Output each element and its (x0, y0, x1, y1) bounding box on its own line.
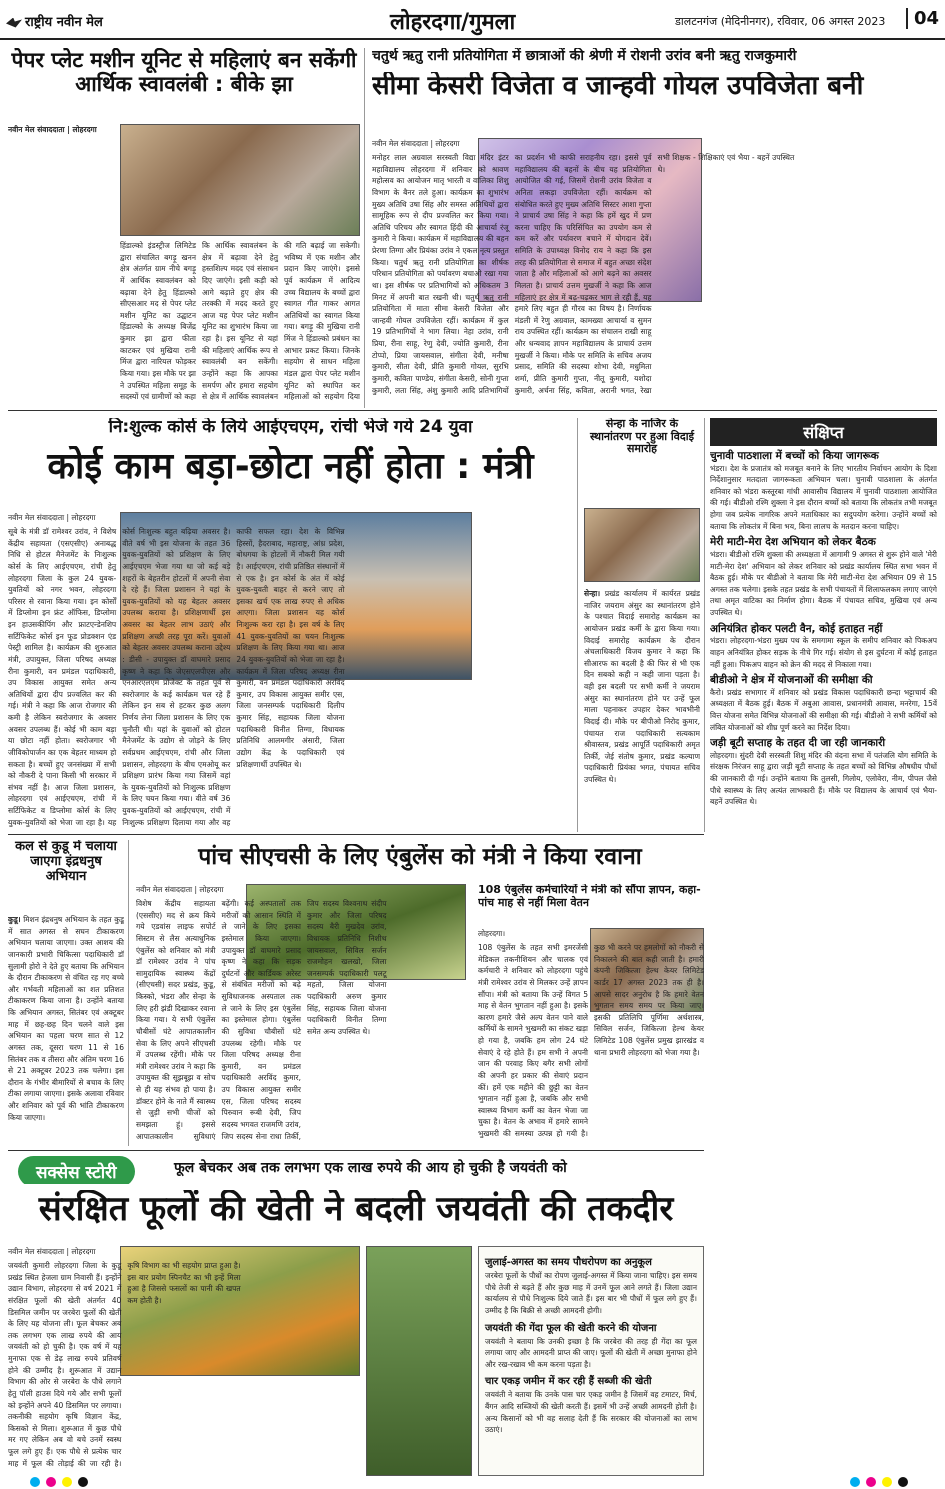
brief-heading: जड़ी बूटी सप्ताह के तहत दी जा रही जानकारी (710, 737, 886, 750)
story5-body: मिशन इंद्रधनुष अभियान के तहत कुडू में सात अगस्त से सघन टीकाकरण अभियान चलाया जाएगा। उक्त आशय की जानकारी प्रभारी चिकित्सा पदाधिकारी डॉ सुलामी होरो ने देते हुए बताया कि अभियान के दौरान टीकाकरण से वंचित रह गए बच्चे और गर्भवती महिलाओं का शत प्रतिशत टीकाकरण किया जाना है। उन्होंने बताया कि अभियान अगस्त, सितंबर एवं अक्टूबर माह में छह-छह दिन चलने वाले इस अभियान का पहला चरण सात से 12 अगस्त तक, दूसरा चरण 11 से 16 सितंबर तक व तीसरा और अंतिम चरण 16 से 21 अक्टूबर 2023 तक चलेगा। इस दौरान के गंभीर बीमारियों से बचाव के लिए टीका लगाया जाएगा। इसके अलावा रविवार और शनिवार को पूर्व की भांति टीकाकरण किया जाएगा। (8, 915, 124, 1122)
story8-byline: नवीन मेल संवाददाता | लोहरदगा (8, 1247, 96, 1256)
story4-body: प्रखंड कार्यालय में कार्यरत प्रखंड नाजिर जयराम अंसुर का स्थानांतरण होने के पश्चात विदाई समारोह कार्यक्रम का आयोजन प्रखंड कर्मी के द्वारा किया गया। विदाई समारोह कार्यक्रम के दौरान अंचलाधिकारी विजय कुमार ने कहा कि सीआरफ का बदली है की फिर से भी एक दिन सबको कही न कही जाना पड़ता है। वही इस बदली पर सभी कर्मी ने जयराम अंसुर का स्थानांतरण होने पर उन्हें फूल माला पहनाकर उपहार देकर भावभीनी विदाई दी। मौके पर बीपीओ निरोद कुमार, पंचायत राज पदाधिकारी सत्यकाम श्रीवास्तव, प्रखंड आपूर्ति पदाधिकारी अमृत तिर्की, जेई संतोष कुमार, प्रखंड कल्याण पदाधिकारी प्रियंका भगत, पंचायत सचिव उपस्थित थे। (584, 589, 700, 784)
inset-body: जयवंती ने बताया कि उनकी इच्छा है कि जरबेरा की तरह ही गेंदा का फूल लगाया जाए और आमदनी प्राप्त की जाए। फूलों की खेती में अच्छा मुनाफा होने और रख-रखाव भी कम करना पड़ता है। (485, 1336, 697, 1369)
story8-side-photo (366, 1246, 472, 1476)
story8-headline: संरक्षित फूलों की खेती ने बदली जयवंती की तकदीर (38, 1190, 674, 1229)
brief-body: भंडरा। बीडीओ रश्मि शुक्ला की अध्यक्षता में आगामी 9 अगस्त से शुरू होने वाले 'मेरी माटी-मेरा देश' अभियान को लेकर शनिवार को प्रखंड कार्यालय स्थित सभा भवन में बैठक हुई। मौके पर बीडीओ ने बताया कि मेरी माटी-मेरा देश अभियान 09 से 15 अगस्त तक चलेगा। इसके तहत प्रखंड के सभी पंचायतों में शिलाफलकम लगाए जाएंगे तथा अमृत वाटिका का निर्माण होगा। बैठक में पंचायत सचिव, मुखिया एवं अन्य उपस्थित थे। (710, 549, 937, 618)
registration-dot (882, 1477, 892, 1487)
page-number: 04 (906, 8, 939, 29)
registration-dot (62, 1477, 72, 1487)
inset-heading: जुलाई-अगस्त का समय पौधरोपण का अनुकूल (485, 1257, 652, 1268)
registration-dot (30, 1477, 40, 1487)
story1-body: हिंडाल्को इंडस्ट्रीज लिमिटेड द्वारा संचालित बगड़ू खनन क्षेत्र अंतर्गत ग्राम नीचे बगड़ू में आर्थिक स्वावलंबन को बढ़ावा देने हेतु हिंडाल्को सीएसआर मद से पेपर प्लेट मशीन यूनिट का उद्घाटन हिंडाल्को के अध्यक्ष बिजेंद्र कुमार झा द्वारा फीता काटकर एवं मुखिया रानी मिंज द्वारा नारियल फोड़कर किया गया। इस मौके पर झा ने उपस्थित महिला समूह के सदस्यों एवं ग्रामीणों को कहा कि आर्थिक स्वावलंबन के क्षेत्र में बढ़ावा देने हेतु हस्तशिल्प मदद एवं संसाधन दिए जाएंगे। इसी कड़ी को आगे बढ़ाते हुए क्षेत्र की तरक्की में मदद करते हुए आज यह पेपर प्लेट मशीन यूनिट का शुभारंभ किया जा रहा है। इस यूनिट से यहां की महिलाएं आर्थिक रूप से स्वावलंबी बन सकेंगी। उन्होंने कहा कि आपका समर्पण और हमारा सहयोग से क्षेत्र में आर्थिक स्वावलंबन की गति बढ़ाई जा सकेगी। भविष्य में एक मशीन और प्रदान किए जाएंगे। इससे पूर्व कार्यक्रम में आदित्य उच्च विद्यालय के बच्चों द्वारा स्वागत गीत गाकर आगत अतिथियों का स्वागत किया गया। बगड़ू की मुखिया रानी मिंज ने हिंडाल्को प्रबंधन का आभार प्रकट किया। जिनके सहयोग से साधन महिला मंडल द्वारा पेपर प्लेट मशीन यूनिट को स्थापित कर महिलाओं को सहयोग दिया (120, 241, 360, 402)
section-rule (8, 1150, 704, 1151)
story4-headline: सेन्हा के नाजिर के स्थानांतरण पर हुआ विदाई समारोह (590, 418, 694, 456)
story6-byline: नवीन मेल संवाददाता | लोहरदगा (136, 885, 224, 894)
story8-inset-box (478, 1246, 704, 1476)
print-registration-marks (0, 1475, 945, 1489)
story2-byline: नवीन मेल संवाददाता | लोहरदगा (372, 139, 460, 148)
brief-body: कैरो। प्रखंड सभागार में शनिवार को प्रखंड विकास पदाधिकारी छन्दा भट्टाचार्य की अध्यक्षता में बैठक हुई। बैठक में अबुआ आवास, प्रधानमंत्री आवास, मनरेगा, 15वें वित्त योजना समेत विभिन्न योजनाओं की समीक्षा की गई। बीडीओ ने सभी कर्मियों को लंबित योजनाओं को शीघ्र पूर्ण करने का निर्देश दिया। (710, 687, 937, 732)
story1-photo (120, 124, 360, 236)
brief-heading: अनियंत्रित होकर पलटी वैन, कोई हताहत नहीं (710, 622, 883, 635)
brand-logo (6, 12, 103, 30)
registration-dot (46, 1477, 56, 1487)
inset-heading: जयवंती की गेंदा फूल की खेती करने की योजना (485, 1322, 657, 1334)
brief-heading: मेरी माटी-मेरा देश अभियान को लेकर बैठक (710, 536, 876, 549)
briefs-title: संक्षिप्त (710, 418, 937, 446)
section-title: लोहरदगा/गुमला (390, 9, 516, 35)
story5-byline: कुडू। (8, 915, 21, 924)
column-divider (577, 418, 578, 832)
story7-body: 108 एंबुलेंस के तहत सभी इमरजेंसी मेडिकल तकनीशियन और चालक एवं कर्मचारी ने शनिवार को लोहरदगा पहुंचे मंत्री रामेश्वर उरांव से मिलकर उन्हें ज्ञापन सौंपा। मंत्री को बताया कि उन्हें विगत 5 माह से वेतन भुगतान नहीं हुआ है। इसके कारण हमारे जैसे अल्प वेतन पाने वाले कर्मियों के सामने भुखमरी का संकट खड़ा हो गया है, जबकि हम लोग 24 घंटे सेवाएं दे रहे होते हैं। हम सभी ने अपनी जान की परवाह किए बगैर सभी लोगों की अपनी हर प्रकार की सेवाएं प्रदान कीं। हमें एक महीने की छुट्टी का वेतन भुगतान नहीं हुआ है, जबकि और सभी स्वास्थ्य विभाग कर्मी का वेतन भेजा जा चुका है। वेतन के अभाव में हमारे सामने भुखमरी की समस्या उत्पन्न हो गयी है। कुछ भी करने पर हमलोगों को नौकरी से निकालने की बात कही जाती है। हमारी कंपनी जिकित्जा हेल्थ केयर लिमिटेड कार्डर 17 अगस्त 2023 तक ही है। आपसे सादर अनुरोध है कि हमारे वेतन भुगतान समय समय पर किया जाए। इसकी प्रतिलिपि पूर्णिमा अर्थशास्त्र, सिविल सर्जन, जिकित्जा हेल्थ केयर लिमिटेड 108 एंबुलेंस प्रमुख झारखंड व थाना प्रभारी लोहरदगा को भेजा गया है। (478, 943, 704, 1138)
story8-banner (8, 1154, 704, 1184)
story7-byline: लोहरदगा। (478, 929, 506, 938)
registration-dot (850, 1477, 860, 1487)
inset-heading: चार एकड़ जमीन में कर रही हैं सब्जी की खेती (485, 1376, 652, 1388)
dateline: डालटनगंज (मेदिनीनगर), रविवार, 06 अगस्त 2023 (675, 15, 886, 28)
story8-body: जयवंती कुमारी लोहरदगा जिला के कुडू प्रखंड स्थित हेजला ग्राम निवासी हैं। इन्होंने उद्यान विभाग, लोहरदगा से वर्ष 2021 में संरक्षित फूलों की खेती अंतर्गत 40 डिसमिल जमीन पर जरबेरा फूलों की खेती के लिए यह योजना ली। फूल बेचकर अब तक लगभग एक लाख रुपये की आय जयवंती को हो चुकी है। एक वर्ष में यह मुनाफा एक से डेढ़ लाख रुपये प्रतिवर्ष होने की उम्मीद है। शुरूआत में उद्यान विभाग की ओर से जरबेरा के पौधे लगाने हेतु पॉली हाउस दिये गये और सभी फूलों को इन्होंने अपने 40 डिसमिल पर लगाया। तकनीकी सहयोग कृषि विज्ञान केंद्र, किसको से मिला। शुरूआत में कुछ पौधे मर गए लेकिन अब वो बचे उनमें स्वस्थ फूल लगे हुए हैं। एक पौधे से प्रत्येक चार माह में फूल की तोड़ाई की जा रही है। कृषि विभाग का भी सहयोग प्राप्त हुआ है। इस बार प्रयोग स्पिनचैट का भी इन्हें मिला हुआ है जिससे फसलों का पानी की खपत कम होती है। (8, 1261, 241, 1468)
story3-headline: कोई काम बड़ा-छोटा नहीं होता : मंत्री (47, 446, 534, 487)
brief-body: भंडरा। लोहरदगा-भंडरा मुख्य पथ के समगामा स्कूल के समीप शनिवार को पिकअप वाहन अनियंत्रित होकर सड़क के नीचे गिर गई। संयोग से इस दुर्घटना में कोई हताहत नहीं हुआ। पिकअप वाहन को क्रेन की मदद से निकाला गया। (710, 636, 937, 669)
story6-headline: पांच सीएचसी के लिए एंबुलेंस को मंत्री ने किया रवाना (198, 844, 642, 870)
brief-heading: बीडीओ ने क्षेत्र में योजनाओं की समीक्षा की (710, 674, 873, 687)
registration-dot (866, 1477, 876, 1487)
brief-heading: चुनावी पाठशाला में बच्चों को किया जागरूक (710, 450, 879, 462)
story1-col1 (8, 124, 116, 384)
story4-byline: सेन्हा। (584, 589, 601, 598)
success-story-badge: सक्सेस स्टोरी (18, 1156, 135, 1184)
column-divider (128, 840, 129, 1146)
inset-body: जयवंती ने बताया कि उनके पास चार एकड़ जमीन है जिसमें वह टमाटर, मिर्च, बैंगन आदि सब्जियों की खेती करती हैं। इसमें भी उन्हें अच्छी आमदनी होती है। अन्य किसानों को भी वह सलाह देती हैं कि सरकार की योजनाओं का लाभ उठाएं। (485, 1390, 697, 1435)
story4-text (584, 588, 700, 830)
story5-text (8, 914, 124, 1146)
brand-name: राष्ट्रीय नवीन मेल (25, 15, 103, 30)
story3-kicker: नि:शुल्क कोर्स के लिये आईएचएम, रांची भेजे गये 24 युवा (108, 418, 473, 437)
story2-headline: सीमा केसरी विजेता व जान्हवी गोयल उपविजेता बनी (372, 72, 864, 101)
story1-byline: नवीन मेल संवाददाता | लोहरदगा (8, 125, 97, 134)
section-rule (8, 834, 704, 835)
story3-byline: नवीन मेल संवाददाता | लोहरदगा (8, 513, 96, 522)
story6-body: विशेष केंद्रीय सहायता (एससीए) मद से क्रय किये गये एडवांस लाइफ सपोर्ट सिस्टम से लैस अत्याधुनिक एंबुलेंस को शनिवार को मंत्री डॉ रामेश्वर उरांव ने पांच सामुदायिक स्वास्थ्य केंद्रों (सीएचसी) सदर प्रखंड, कुडू, किस्को, भंडरा और सेन्हा के लिए हरी झंडी दिखाकर रवाना किया गया। ये सभी एंबुलेंस चौबीसों घंटे आपातकालीन सेवा के लिए अपने सीएचसी में उपलब्ध रहेंगी। मौके पर मंत्री रामेश्वर उरांव ने कहा कि उपायुक्त की सूझबूझ व सोच से ही यह संभव हो पाया है। डॉक्टर होने के नाते मैं स्वास्थ्य से जुड़ी सभी चीजों को समझता हूं। इससे आपातकालीन सुविधाएं बढ़ेंगी। कई अस्पतालों तक मरीजों को आसान स्थिति में ले जाने के लिए इसका इस्तेमाल किया जाएगा। उपायुक्त डॉ वाघमारे प्रसाद कृष्ण ने कहा कि सड़क दुर्घटनों और कार्डियक अरेस्ट से संबंधित मरीजों को बढ़े सुविधाजनक अस्पताल तक ले जाने के लिए इस एंबुलेंस का इस्तेमाल होगा। एंबुलेंस की सुविधा चौबीसों घंटे उपलब्ध रहेगी। मौके पर जिला परिषद अध्यक्ष रीना कुमारी, वन प्रमंडल पदाधिकारी अरविंद कुमार, उप विकास आयुक्त समीर एस, जिला परिषद सदस्य पिरुवान रूबी देवी, जिप सदस्य भगवत राजमणि उरांव, जिप सदस्य सेना राधा तिर्की, जिप सदस्य विश्वनाथ संदीप कुमार और जिला परिषद सदस्य बैरी मुखदेव उरांव, विधायक प्रतिनिधि निशीथ जायसवाल, सिविल सर्जन राजमोहन खलखो, जिला जनसम्पर्क पदाधिकारी पलटू महतो, जिला योजना पदाधिकारी अरुण कुमार सिंह, सहायक जिला योजना पदाधिकारी विनीत तिग्गा समेत अन्य उपस्थित थे। (136, 899, 387, 1141)
briefs-column (710, 418, 937, 1480)
masthead (0, 0, 945, 40)
registration-dot (78, 1477, 88, 1487)
story2-body: मनोहर लाल अग्रवाल सरस्वती विद्या मंदिर इंटर महाविद्यालय लोहरदगा में शनिवार को श्रावण महोत्सव का आयोजन मातृ भारती व वालिका शिशु विभाग के बैनर तले हुआ। कार्यक्रम का शुभारंभ मुख्य अतिथि उषा सिंह और समस्त अतिथियों द्वारा सामूहिक रूप से दीप प्रज्वलित कर किया गया। अतिथि परिचय और स्वागत हिंदी की आचार्या रंजू कुमारी ने किया। कार्यक्रम में महाविद्यालय की बहन प्रेरणा तिग्गा और प्रियंका उरांव ने एकल नृत्य प्रस्तुत किया। चतुर्थ ऋतु रानी प्रतियोगिता का शीर्षक परिधान प्रतियोगिता को पर्यावरण बचाओ रखा गया था। इस शीर्षक पर प्रतिभागियों को अधिकतम 3 मिनट में अपनी बात रखनी थी। चतुर्थ ऋतु रानी प्रतियोगिता में माता सीमा केसरी विजेता और जान्हवी गोयल उपविजेता रहीं। कार्यक्रम में कुल 19 प्रतिभागियों ने भाग लिया। नेहा उरांव, रानी प्रिया, रीना साहू, रेणु देवी, ज्योति कुमारी, रीना टोप्पो, प्रिया जायसवाल, संगीता देवी, मनीषा कुमारी, सीता देवी, प्रीति कुमारी गोयल, सुरभि कुमारी, कविता पाण्डेय, संगीता केसरी, सोनी गुप्ता कुमारी, लता सिंह, अंशु कुमारी आदि प्रतिभागियों का प्रदर्शन भी काफी सराहनीय रहा। इससे पूर्व महाविद्यालय की बहनों के बीच यह प्रतियोगिता आयोजित की गई, जिसमें रोशनी उरांव विजेता व अनिता लकड़ा उपविजेता रहीं। कार्यक्रम को संबोधित करते हुए मुख्य अतिथि सिस्टर आशा गुप्ता ने प्राचार्य उषा सिंह ने कहा कि हमें खुद में प्रण करना चाहिए कि परिसिंचित का उपयोग कम से कम करें और पर्यावरण बचाने में योगदान देवें। समिति के उपाध्यक्ष विनोद राय ने कहा कि इस तरह की प्रतियोगिता से समाज में बहुत अच्छा संदेश जाता है और महिलाओं को आगे बढ़ने का अवसर मिलता है। प्राचार्य उत्तम मुखर्जी ने कहा कि आज महिलाएं हर क्षेत्र में बढ़-चढ़कर भाग ले रही हैं, यह हमारे लिए बहुत ही गौरव का विषय है। निर्णायक मंडली में रेणु अग्रवाल, कामख्या आचार्या व सुमन राय उपस्थित रहीं। कार्यक्रम का संचालन राखी साहू और धन्यवाद ज्ञापन महाविद्यालय के प्राचार्य उत्तम मुखर्जी ने किया। मौके पर समिति के सचिव अजय प्रसाद, समिति की सदस्या शोभा देवी, मधुमिता शर्मा, प्रीति कुमारी गुप्ता, नीतू कुमारी, यशोदा कुमारी, अर्चना सिंह, कविता, अरानी भगत, रेखा सभी शिक्षक - शिक्षिकाएं एवं भैया - बहनें उपस्थित थे। (372, 153, 795, 395)
story8-kicker: फूल बेचकर अब तक लगभग एक लाख रुपये की आय हो चुकी है जयवंती को (174, 1160, 567, 1176)
story4-photo (584, 508, 700, 582)
story3-body: सूबे के मंत्री डॉ रामेश्वर उरांव, ने विशेष केंद्रीय सहायता (एसएसीए) अनाबद्ध निधि से होटल मैनेजमेंट के निःशुल्क कोर्स के लिए आईएचएम, रांची हेतु लोहरदगा जिला के कुल 24 युवक-युवतियों को नगर भवन, लोहरदगा परिसर से रवाना किया गया। इन कोर्सों में डिप्लोमा इन फ्रंट ऑफिस, डिप्लोमा इन हाउसकीपिंग और फ्राटएन्डेनशिप सर्टिफिकेट कोर्स इन फूड प्रोडक्शन एंड पेस्ट्री शामिल है। कार्यक्रम की शुरुआत मंत्री, उपायुक्त, जिला परिषद अध्यक्ष रीना कुमारी, वन प्रमंडल पदाधिकारी, उप विकास आयुक्त समेत अन्य अतिथियों द्वारा दीप प्रज्वलित कर की गई। मंत्री ने कहा कि आज रोजगार की कमी है लेकिन स्वरोजगार के अवसर अवसर उपलब्ध हैं। कोई भी काम बड़ा या छोटा नहीं होता। स्वरोजगार भी जीविकोपार्जन का एक बेहतर माध्यम हो सकता है। बच्चों हुए जनसंख्या में सभी को नौकरी दे पाना किसी भी सरकार में संभव नहीं है। आज जिला प्रशासन, लोहरदगा एवं आईएचएम, रांची में सर्टिफिकेट व डिप्लोमा कोर्स के लिए युवक-युवतियों को भेजा जा रहा है। यह कोर्स निःशुल्क बहुत बढ़िया अवसर है। वीते वर्ष भी इस योजना के तहत 36 युवक-युवतियों को प्रशिक्षण के लिए आईएचएम भेजा गया था जो कई बड़े शहरों के बेहतरीन होटलों में अपनी सेवा दे रहे हैं। जिला प्रशासन ने यहां के युवक-युवतियों को यह बेहतर अवसर उपलब्ध कराया है। प्रशिक्षणार्थी इस अवसर का बेहतर लाभ उठाएं और प्रशिक्षण अच्छी तरह पूरा करें। युवाओं को बेहतर अवसर उपलब्ध कराना उद्देश्य : डीसी - उपायुक्त डॉ वाघमारे प्रसाद कृष्ण ने कहा कि जेएसएलपीएस और एनआरएलएम प्रोजेक्ट के तहत पूर्व से स्वरोजगार के कई कार्यक्रम चल रहे हैं लेकिन इन सब से हटकर कुछ अलग निर्णय लेना जिला प्रशासन के लिए एक चुनौती थी। यहां के युवाओं को होटल मैनेजमेंट के उद्योग से जोड़ने के लिए सर्वप्रथम आईएचएम, रांची और जिला प्रशासन, लोहरदगा के बीच एमओयू कर प्रशिक्षण प्रारंभ किया गया जिसमें वहां के युवक-युवतियों को निःशुल्क प्रशिक्षण के लिए चयन किया गया। वीते वर्ष 36 युवक-युवतियों को आईएचएम, रांची में निःशुल्क प्रशिक्षण दिलाया गया और वह काफी सफल रहा। देश के विभिन्न हिस्सों, हैदराबाद, महाराष्ट्र, आंध्र प्रदेश, बोधगया के होटलों में नौकरी मिल गयी है। आईएचएम, रांची प्रतिष्ठित संस्थानों में से एक है। इन कोर्स के अंत में कोई युवक-युवती बाहर से करने जाए तो इसका खर्च एक लाख रुपए से अधिक आएगा। जिला प्रशासन यह कोर्स निःशुल्क करा रहा है। इस वर्ष के लिए 41 युवक-युवतियों का चयन निःशुल्क प्रशिक्षण के लिए किया गया था। आज 24 युवक-युवतियों को भेजा जा रहा है। कार्यक्रम में जिला परिषद अध्यक्ष रीना कुमारी, वन प्रमंडल पदाधिकारी अरविंद कुमार, उप विकास आयुक्त समीर एस, जिला जनसम्पर्क पदाधिकारी दिलीप कुमार सिंह, सहायक जिला योजना पदाधिकारी विनीत तिग्गा, विधायक प्रतिनिधि आलमगीर अंसारी, जिला उद्योग केंद्र के पदाधिकारी एवं प्रशिक्षणार्थी उपस्थित थे। (8, 527, 345, 827)
section-rule (8, 410, 937, 411)
story5-headline: कल से कुडू में चलाया जाएगा इंद्रधनुष अभियान (15, 840, 117, 884)
brief-body: लोहरदगा। सुंदरी देवी सरस्वती शिशु मंदिर की वंदना सभा में पतंजलि योग समिति के संरक्षक निरंजन साहू द्वारा जड़ी बूटी सप्ताह के तहत बच्चों को विभिन्न औषधीय पौधों की जानकारी दी गई। उन्होंने बताया कि तुलसी, गिलोय, एलोवेरा, नीम, पीपल जैसे पौधे स्वास्थ्य के लिए अत्यंत लाभकारी हैं। मौके पर विद्यालय के आचार्य एवं भैया-बहनें उपस्थित थे। (710, 750, 937, 807)
column-divider (364, 48, 365, 408)
story7-headline: 108 एंबुलेंस कर्मचारियों ने मंत्री को सौंपा ज्ञापन, कहा- पांच माह से नहीं मिला वेतन (478, 884, 701, 909)
registration-dot (898, 1477, 908, 1487)
column-divider (704, 418, 705, 832)
story1-headline: पेपर प्लेट मशीन यूनिट से महिलाएं बन सकेंगी आर्थिक स्वावलंबी : बीके झा (11, 48, 357, 97)
inset-body: जरबेरा फूलों के पौधों का रोपण जुलाई-अगस्त में किया जाना चाहिए। इस समय पौधे तेजी से बढ़ते हैं और कुछ माह में उनमें फूल आने लगते हैं। जिला उद्यान कार्यालय से पौधे निःशुल्क दिये जाते हैं। इस बार भी पौधों में फूल लगे हुए हैं। उम्मीद है कि बिक्री से अच्छी आमदनी होगी। (485, 1271, 697, 1315)
bird-icon (6, 18, 22, 28)
brief-body: भंडरा। देश के प्रजातंत्र को मजबूत बनाने के लिए भारतीय निर्वाचन आयोग के दिशा निर्देशानुसार मतदाता जागरूकता अभियान चला। चुनावी पाठशाला के अंतर्गत शनिवार को भंडरा कस्तूरबा गांधी आवासीय विद्यालय में चुनावी पाठशाला आयोजित की गई। बीडीओ रश्मि शुक्ला ने इस दौरान बच्चों को बताया कि लोकतंत्र तभी मजबूत होगा जब प्रत्येक नागरिक अपने मताधिकार का सदुपयोग करेगा। उन्होंने बच्चों को बताया कि लोकतंत्र में बिना भय, बिना लालच के मतदान करना चाहिए। (710, 463, 937, 531)
story2-kicker: चतुर्थ ऋतु रानी प्रतियोगिता में छात्राओं की श्रेणी में रोशनी उरांव बनी ऋतु राजकुमारी (372, 48, 797, 64)
